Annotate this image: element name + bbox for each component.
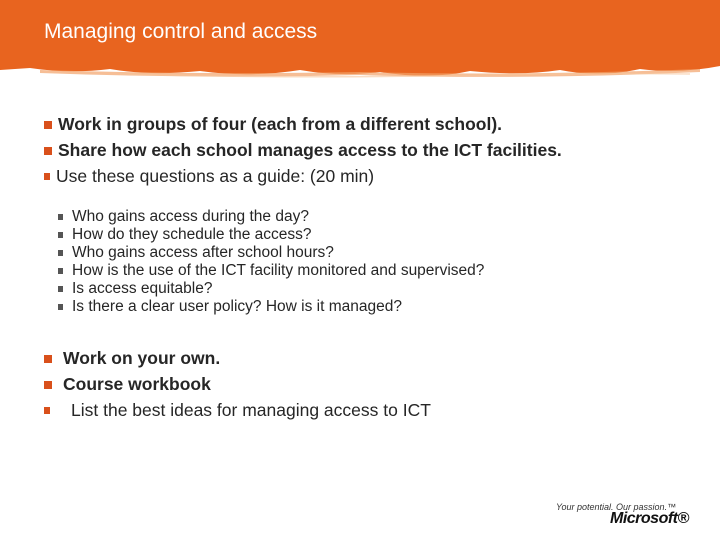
task-text: Work on your own. bbox=[63, 348, 221, 368]
bullet-square-icon bbox=[44, 173, 50, 180]
main-bullet-text: Use these questions as a guide: (20 min) bbox=[56, 166, 375, 186]
bullet-square-icon bbox=[44, 147, 52, 155]
task-text: Course workbook bbox=[63, 374, 211, 394]
list-item bbox=[58, 280, 484, 298]
footer-tagline: Your potential. Our passion.™ bbox=[556, 502, 677, 512]
list-item bbox=[58, 298, 484, 316]
main-bullet-text: Work in groups of four (each from a different school). bbox=[58, 114, 503, 134]
bullet-square-icon bbox=[44, 121, 52, 129]
question-list bbox=[58, 208, 484, 316]
task-bullet-1 bbox=[44, 348, 220, 369]
task-bullet-2 bbox=[44, 374, 211, 395]
header-brush-edge bbox=[0, 60, 720, 82]
sub-bullet-icon bbox=[58, 268, 63, 274]
sub-bullet-icon bbox=[58, 286, 63, 292]
microsoft-logo: Microsoft® bbox=[610, 510, 689, 527]
task-bullet-3 bbox=[44, 400, 431, 421]
page-title: Managing control and access bbox=[44, 20, 318, 43]
question-text: How is the use of the ICT facility monitored and supervised? bbox=[72, 262, 485, 279]
sub-bullet-icon bbox=[58, 232, 63, 238]
bullet-square-icon bbox=[44, 381, 52, 389]
list-item bbox=[58, 208, 484, 226]
sub-bullet-icon bbox=[58, 304, 63, 310]
sub-bullet-icon bbox=[58, 214, 63, 220]
main-bullet-text: Share how each school manages access to the ICT facilities. bbox=[58, 140, 562, 160]
bullet-square-icon bbox=[44, 407, 50, 414]
sub-bullet-icon bbox=[58, 250, 63, 256]
question-text: Who gains access after school hours? bbox=[72, 244, 334, 261]
main-bullet-2 bbox=[44, 140, 562, 161]
main-bullet-3 bbox=[44, 166, 374, 187]
list-item bbox=[58, 262, 484, 280]
bullet-square-icon bbox=[44, 355, 52, 363]
task-text: List the best ideas for managing access to ICT bbox=[71, 400, 431, 420]
main-bullet-1 bbox=[44, 114, 502, 135]
question-text: Is there a clear user policy? How is it managed? bbox=[72, 298, 402, 315]
question-text: Who gains access during the day? bbox=[72, 208, 309, 225]
list-item bbox=[58, 226, 484, 244]
question-text: Is access equitable? bbox=[72, 280, 213, 297]
list-item bbox=[58, 244, 484, 262]
question-text: How do they schedule the access? bbox=[72, 226, 312, 243]
